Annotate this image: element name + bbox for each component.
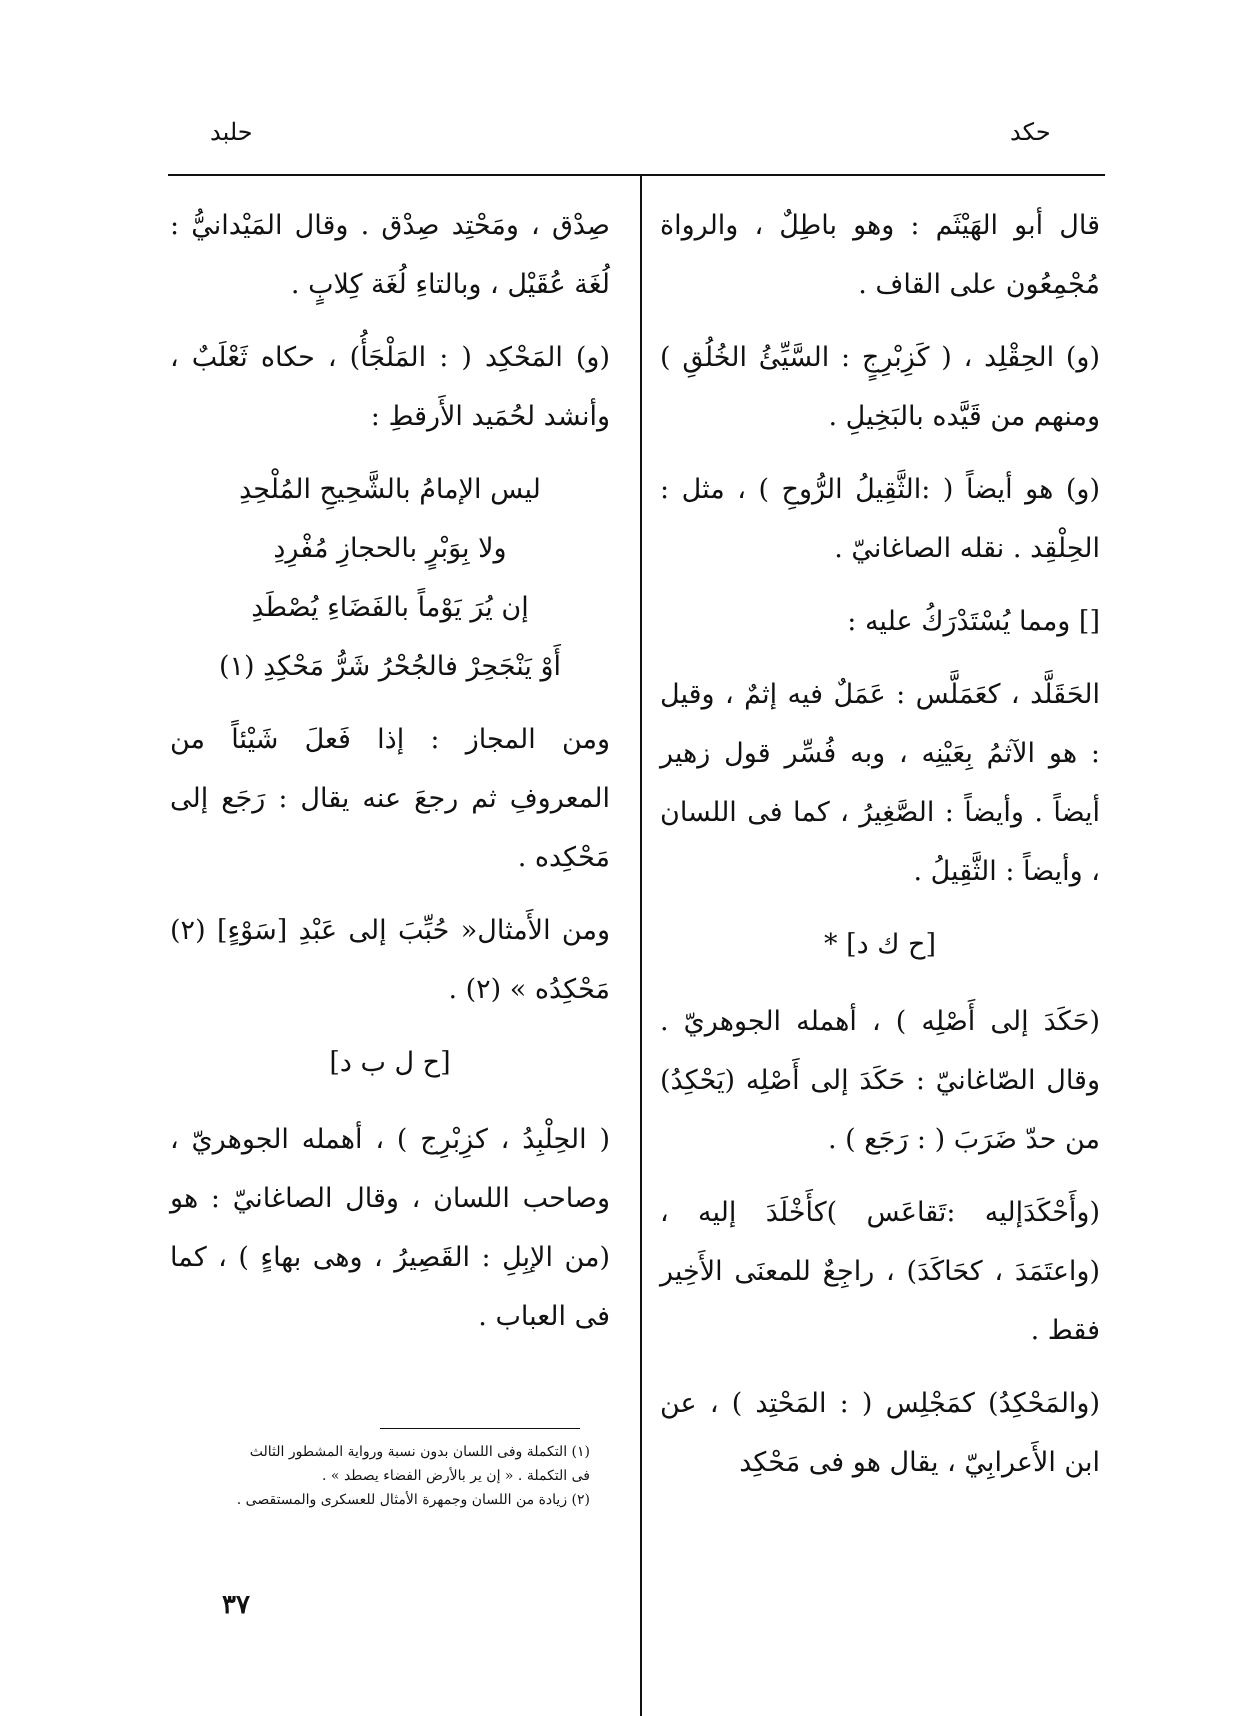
- header-right-word: حكد: [1010, 118, 1051, 146]
- verse-line-1: ليس الإمامُ بالشَّحِيحِ المُلْحِدِ: [239, 474, 541, 505]
- verse-line-4: أَوْ يَنْجَحِرْ فالجُحْرُ شَرُّ مَحْكِدِ (١): [218, 651, 562, 682]
- right-paragraph-2: (و) الحِقْلِد ، ( كَزِبْرِجٍ : السَّيِّئُ الخُلُقِ ) ومنهم من قَيَّده بالبَخِيلِ .: [660, 342, 1100, 432]
- right-paragraph-3: (و) هو أيضاً ( :الثَّقِيلُ الرُّوحِ ) ، مثل : الحِلْقِد . نقله الصاغانيّ .: [660, 474, 1100, 564]
- entry-heading-hlbd: [ح ل ب د]: [329, 1047, 451, 1078]
- page-number: ٣٧: [222, 1590, 250, 1620]
- column-divider: [640, 176, 642, 1716]
- right-column: [660, 196, 1100, 1506]
- footnote-1-line-2: فى التكملة . « إن ير بالأرض الفضاء يصطد » .: [322, 1468, 590, 1484]
- left-paragraph-5: ( الحِلْبِدُ ، كزِبْرِج ) ، أهمله الجوهريّ ، وصاحب اللسان ، وقال الصاغانيّ : هو (من الإبِلِ : القَصِيرُ ، وهى بهاءٍ ) ، كما فى العباب .: [170, 1124, 610, 1332]
- left-paragraph-2: (و) المَحْكِد ( : المَلْجَأُ) ، حكاه ثَعْلَبٌ ، وأنشد لحُمَيد الأَرقطِ :: [170, 342, 610, 432]
- footnote-1-line-1: (١) التكملة وفى اللسان بدون نسبة ورواية المشطور الثالث: [249, 1444, 590, 1460]
- header-left-word: حلبد: [210, 118, 253, 146]
- verse-line-3: إن يُرَ يَوْماً بالفَضَاءِ يُصْطَدِ: [251, 592, 529, 623]
- footnotes: [160, 1440, 590, 1512]
- entry-heading-hkd: [ح ك د] *: [823, 929, 937, 960]
- left-paragraph-3: ومن المجاز : إذا فَعلَ شَيْئاً من المعروفِ ثم رجعَ عنه يقال : رَجَع إلى مَحْكِده .: [170, 724, 610, 873]
- header-rule: [168, 174, 1105, 176]
- right-paragraph-8: (والمَحْكِدُ) كمَجْلِس ( : المَحْتِد ) ، عن ابن الأَعرابِيّ ، يقال هو فى مَحْكِد: [660, 1388, 1100, 1478]
- right-paragraph-1: قال أبو الهَيْثَم : وهو باطِلٌ ، والرواة مُجْمِعُون على القاف .: [660, 210, 1100, 300]
- left-column: [170, 196, 610, 1360]
- right-paragraph-6: (حَكَدَ إلى أَصْلِه ) ، أهمله الجوهريّ . وقال الصّاغانيّ : حَكَدَ إلى أَصْلِه (يَحْكِدُ) من حدّ ضَرَبَ ( : رَجَع ) .: [660, 1006, 1100, 1155]
- left-paragraph-1: صِدْق ، ومَحْتِد صِدْق . وقال المَيْدانيُّ : لُغَة عُقَيْل ، وبالتاءِ لُغَة كِلابٍ .: [170, 210, 610, 300]
- right-paragraph-4: [] ومما يُسْتَدْرَكُ عليه :: [847, 606, 1100, 637]
- footnote-2: (٢) زيادة من اللسان وجمهرة الأمثال للعسكرى والمستقصى .: [236, 1492, 590, 1508]
- left-paragraph-4: ومن الأَمثال« حُبِّبَ إلى عَبْدِ [سَوْءٍ] (٢) مَحْكِدُه » (٢) .: [170, 915, 610, 1005]
- verse-line-2: ولا بِوَبْرٍ بالحجازِ مُفْرِدِ: [273, 533, 507, 564]
- right-paragraph-5: الحَقَلَّد ، كعَمَلَّس : عَمَلٌ فيه إثمٌ ، وقيل : هو الآثمُ بِعَيْنِه ، وبه فُسِّر قول زهير أيضاً . وأيضاً : الصَّغِيرُ ، كما فى اللسان ، وأيضاً : الثَّقِيلُ .: [660, 679, 1100, 887]
- footnote-rule: [380, 1428, 580, 1429]
- right-paragraph-7: (وأَحْكَدَإليه :تَقاعَس )كأَخْلَدَ إليه ، (واعتَمَدَ ، كحَاكَدَ) ، راجِعٌ للمعنَى الأَخِير فقط .: [660, 1197, 1100, 1346]
